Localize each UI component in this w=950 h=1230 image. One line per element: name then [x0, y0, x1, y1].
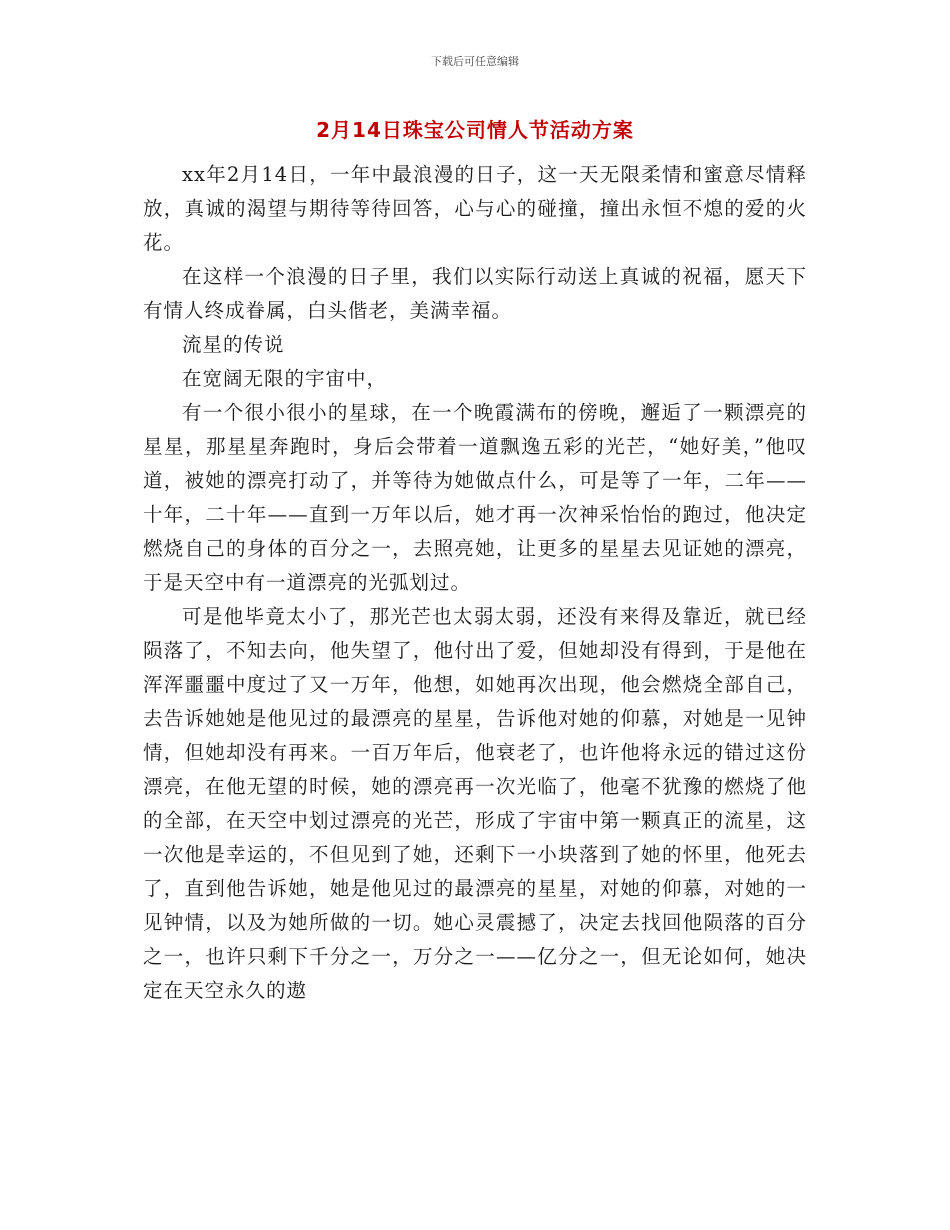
- paragraph: 有一个很小很小的星球，在一个晚霞满布的傍晚，邂逅了一颗漂亮的星星，那星星奔跑时，身后会带着一道飘逸五彩的光芒，“她好美，”他叹道，被她的漂亮打动了，并等待为她做点什么，可是等了一年，二年——十年，二十年——直到一万年以后，她才再一次神采怡怡的跑过，他决定燃烧自己的身体的百分之一，去照亮她，让更多的星星去见证她的漂亮，于是天空中有一道漂亮的光弧划过。: [143, 401, 807, 594]
- paragraph: 可是他毕竟太小了，那光芒也太弱太弱，还没有来得及靠近，就已经陨落了，不知去向，他失望了，他付出了爱，但她却没有得到，于是他在浑浑噩噩中度过了又一万年，他想，如她再次出现，他会燃烧全部自己，去告诉她她是他见过的最漂亮的星星，告诉他对她的仰慕，对她是一见钟情，但她却没有再来。一百万年后，他衰老了，也许他将永远的错过这份漂亮，在他无望的时候，她的漂亮再一次光临了，他毫不犹豫的燃烧了他的全部，在天空中划过漂亮的光芒，形成了宇宙中第一颗真正的流星，这一次他是幸运的，不但见到了她，还剩下一小块落到了她的怀里，他死去了，直到他告诉她，她是他见过的最漂亮的星星，对她的仰慕，对她的一见钟情，以及为她所做的一切。她心灵震撼了，决定去找回他陨落的百分之一，也许只剩下千分之一，万分之一——亿分之一，但无论如何，她决定在天空永久的遨: [143, 605, 807, 1002]
- paragraph: 在这样一个浪漫的日子里，我们以实际行动送上真诚的祝福，愿天下有情人终成眷属，白头偕老，美满幸福。: [143, 265, 807, 322]
- header-note: 下载后可任意编辑: [431, 55, 519, 68]
- paragraph: xx年2月14日，一年中最浪漫的日子，这一天无限柔情和蜜意尽情释放，真诚的渴望与期待等待回答，心与心的碰撞，撞出永恒不熄的爱的火花。: [143, 163, 807, 254]
- section-heading: 流星的传说: [182, 333, 285, 356]
- paragraph: 在宽阔无限的宇宙中，: [182, 367, 388, 390]
- document-title: 2月14日珠宝公司情人节活动方案: [316, 118, 634, 142]
- document-body: [143, 158, 807, 1008]
